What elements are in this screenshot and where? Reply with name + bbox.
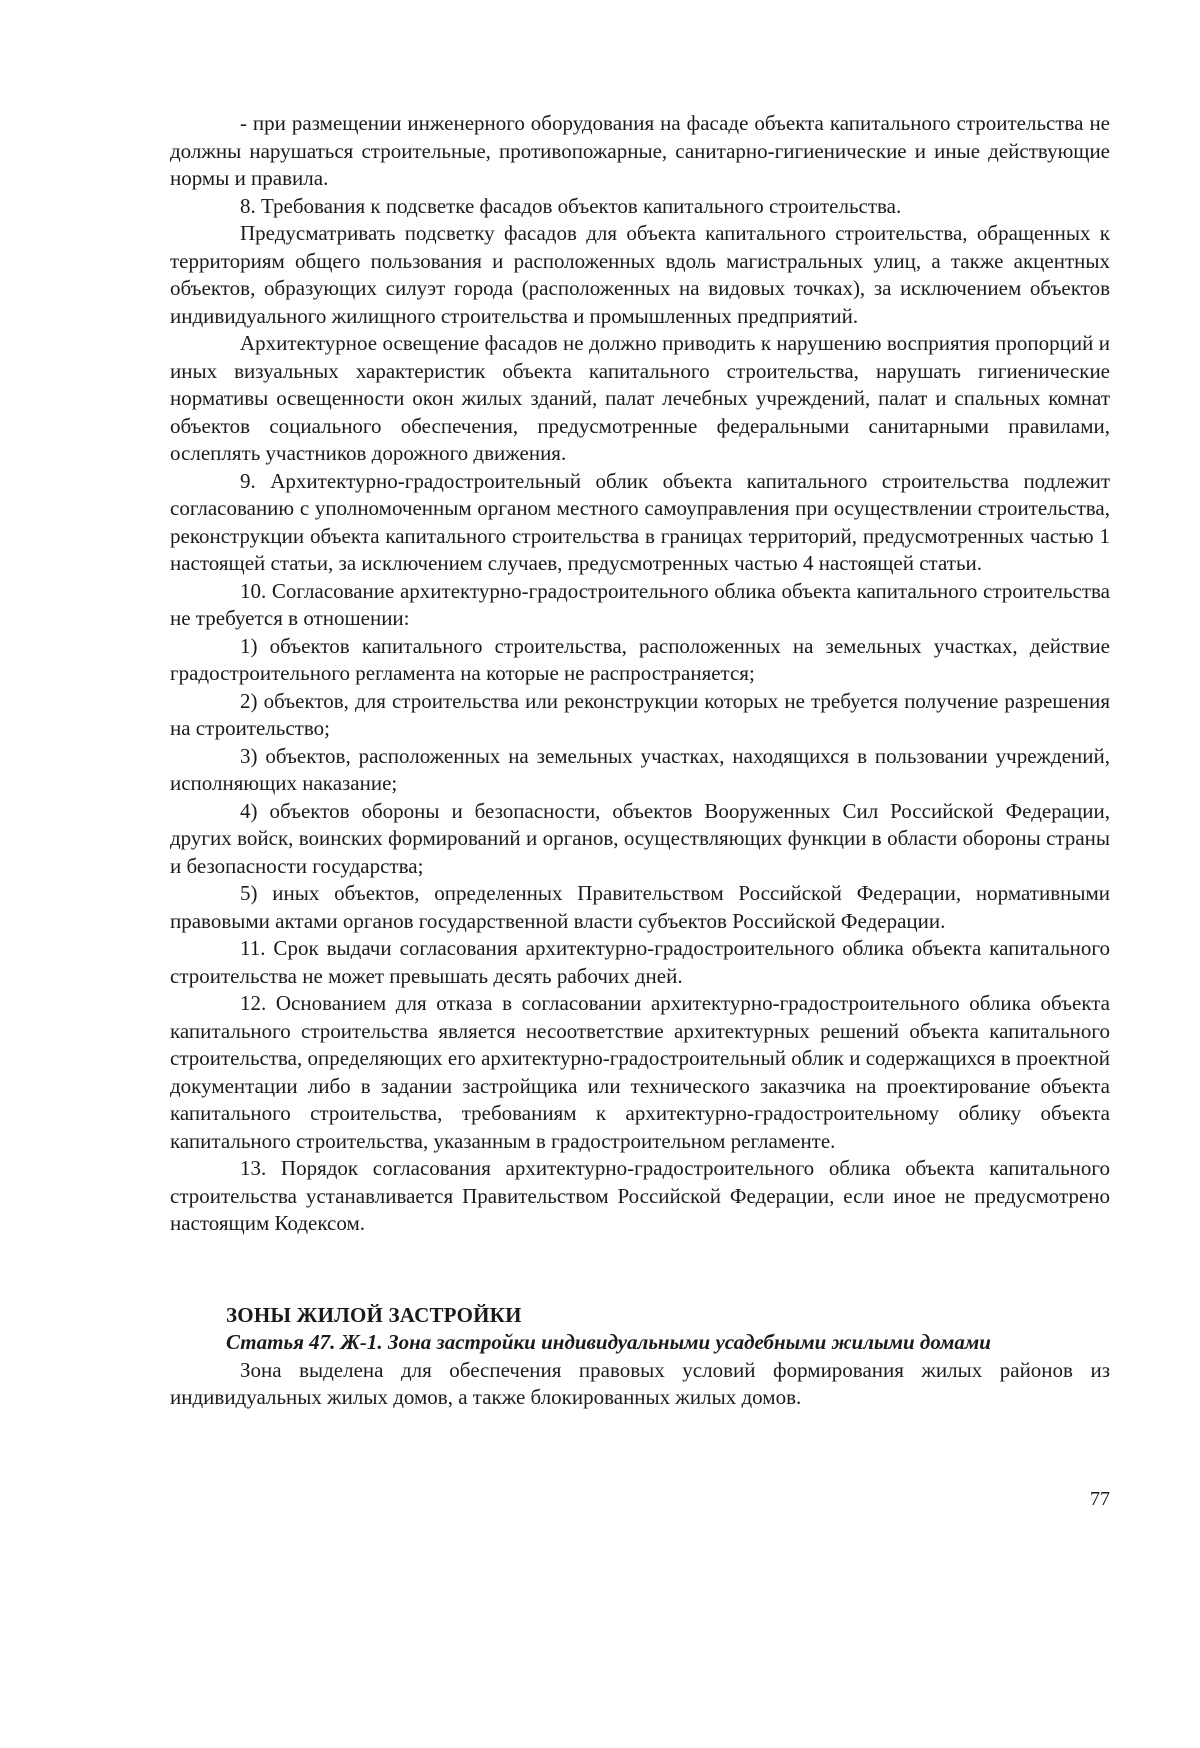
paragraph-subitem-5: 5) иных объектов, определенных Правительством Российской Федерации, нормативными правовыми актами органов государственной власти субъектов Российской Федерации. — [170, 881, 1110, 933]
section-spacer — [170, 1238, 1110, 1302]
paragraph-subitem-4: 4) объектов обороны и безопасности, объектов Вооруженных Сил Российской Федерации, других войск, воинских формирований и органов, осуществляющих функции в области обороны страны и безопасности государства; — [170, 798, 1110, 878]
paragraph-architectural-lighting: Архитектурное освещение фасадов не должно приводить к нарушению восприятия пропорций и иных визуальных характеристик объекта капитального строительства, нарушать гигиенические нормативы освещенности окон жилых зданий, палат лечебных учреждений, палат и спальных комнат объектов социального обеспечения, предусмотренные федеральными санитарными правилами, ослеплять участников дорожного движения. — [170, 331, 1110, 465]
paragraph-engineering-equipment: - при размещении инженерного оборудования на фасаде объекта капитального строительства не должны нарушаться строительные, противопожарные, санитарно-гигиенические и иные действующие нормы и правила. — [170, 111, 1110, 190]
paragraph-subitem-3: 3) объектов, расположенных на земельных участках, находящихся в пользовании учреждений, исполняющих наказание; — [170, 743, 1110, 795]
paragraph-subitem-1: 1) объектов капитального строительства, расположенных на земельных участках, действие градостроительного регламента на которые не распространяется; — [170, 633, 1110, 685]
article-text: Зона выделена для обеспечения правовых условий формирования жилых районов из индивидуальных жилых домов, а также блокированных жилых домов. — [170, 1357, 1110, 1409]
article-heading: Статья 47. Ж-1. Зона застройки индивидуальными усадебными жилыми домами — [226, 1330, 991, 1354]
paragraph-subitem-2: 2) объектов, для строительства или реконструкции которых не требуется получение разрешения на строительство; — [170, 688, 1110, 740]
paragraph-item-13: 13. Порядок согласования архитектурно-градостроительного облика объекта капитального строительства устанавливается Правительством Российской Федерации, если иное не предусмотрено настоящим Кодексом. — [170, 1156, 1110, 1235]
paragraph-facade-lighting: Предусматривать подсветку фасадов для объекта капитального строительства, обращенных к территориям общего пользования и расположенных вдоль магистральных улиц, а также акцентных объектов, образующих силуэт города (расположенных на видовых точках), за исключением объектов индивидуального жилищного строительства и промышленных предприятий. — [170, 221, 1110, 328]
paragraph-item-9: 9. Архитектурно-градостроительный облик объекта капитального строительства подлежит согласованию с уполномоченным органом местного самоуправления при осуществлении строительства, реконструкции объекта капитального строительства в границах территорий, предусмотренных частью 1 настоящей статьи, за исключением случаев, предусмотренных частью 4 настоящей статьи. — [170, 468, 1110, 575]
page-number: 77 — [1090, 1488, 1110, 1510]
paragraph-item-12: 12. Основанием для отказа в согласовании архитектурно-градостроительного облика объекта капитального строительства является несоответствие архитектурных решений объекта капитального строительства, определяющих его архитектурно-градостроительный облик и содержащихся в проектной документации либо в задании застройщика или технического заказчика на проектирование объекта капитального строительства, требованиям к архитектурно-градостроительному облику объекта капитального строительства, указанным в градостроительном регламенте. — [170, 991, 1110, 1153]
paragraph-item-8: 8. Требования к подсветке фасадов объектов капитального строительства. — [240, 193, 902, 218]
document-page — [170, 110, 1110, 1412]
paragraph-item-10: 10. Согласование архитектурно-градостроительного облика объекта капитального строительства не требуется в отношении: — [170, 578, 1110, 630]
paragraph-item-11: 11. Срок выдачи согласования архитектурно-градостроительного облика объекта капитального строительства не может превышать десять рабочих дней. — [170, 936, 1110, 988]
zone-heading: ЗОНЫ ЖИЛОЙ ЗАСТРОЙКИ — [226, 1302, 522, 1327]
